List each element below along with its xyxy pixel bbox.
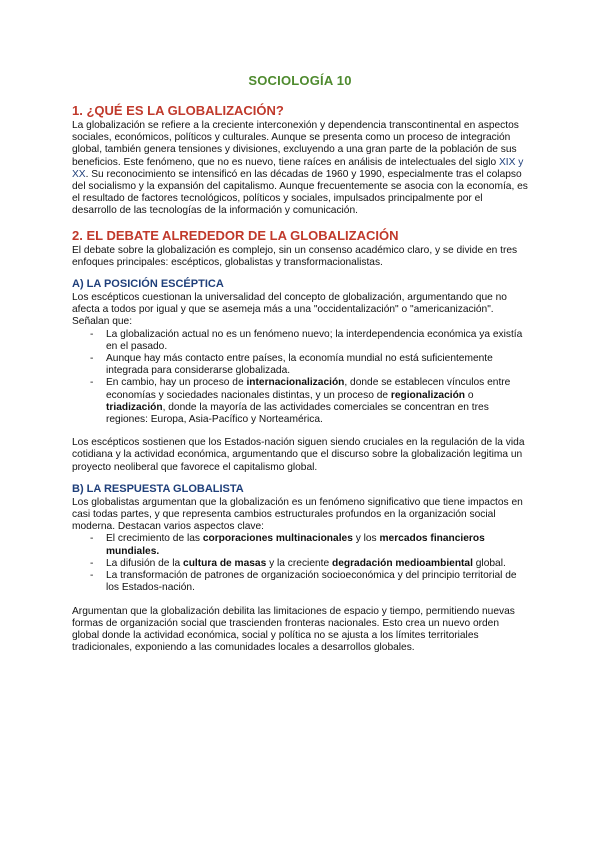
list-item [90,533,528,557]
subsection-a-heading: A) LA POSICIÓN ESCÉPTICA [72,278,224,291]
list-item [90,558,528,570]
subsection-b-closing: Argumentan que la globalización debilita las limitaciones de espacio y tiempo, permitiendo nuevas formas de organización social que trascienden fronteras nacionales. Esto crea un nuevo orden global donde la actividad económica, social y política no se ajusta a los límites territoriales tradicionales, exponiendo a las comunidades locales a desarrollos globales. [72,605,515,654]
text: , donde la mayoría de las actividades comerciales se concentran en tres regiones: Europa, Asia-Pacífico y Norteamérica. [106,401,489,426]
list-item: - La transformación de patrones de organización socioeconómica y del principio territorial de los Estados-nación. [90,570,528,594]
term-triadizacion: triadización [106,401,163,413]
list-item [90,377,528,426]
section-2-heading: 2. EL DEBATE ALREDEDOR DE LA GLOBALIZACIÓN [72,227,399,243]
subsection-b-heading: B) LA RESPUESTA GLOBALISTA [72,482,244,495]
term-internacionalizacion: internacionalización [246,377,345,389]
text: y la creciente [266,557,332,569]
s1-text-a: La globalización se refiere a la creciente interconexión y dependencia transcontinental en aspectos sociales, económicos, políticos y culturales. Aunque se presenta como un proceso de integración global, también genera tensiones y divisiones, excluyendo a una gran parte de la población de sus beneficios. Este fenómeno, que no es nuevo, tiene raíces en análisis de intelectuales del siglo [72,120,519,168]
section-2-intro: El debate sobre la globalización es complejo, sin un consenso académico claro, y se divide en tres enfoques principales: escépticos, globalistas y transformacionalistas. [72,244,518,268]
text: y los [352,533,380,545]
spacer [72,595,528,606]
term-regionalizacion: regionalización [390,389,466,401]
term-degradacion: degradación medioambiental [331,557,473,569]
text: global. [472,557,506,569]
subsection-b-intro: Los globalistas argumentan que la globalización es un fenómeno significativo que tiene impactos en casi todas partes, y que representa cambios estructurales profundos en la organización social moderna. Destacan varios aspectos clave: [72,496,523,533]
text: , donde se establecen vínculos entre economías y sociedades nacionales distintas, y un proceso de [106,377,511,401]
globalist-points-list [72,533,528,594]
subsection-a-intro: Los escépticos cuestionan la universalidad del concepto de globalización, argumentando que no afecta a todos por igual y que se asemeja más a una "occidentalización" o "americanización". Señalan que: [72,292,507,328]
section-1-paragraph [72,120,528,218]
section-1-heading: 1. ¿QUÉ ES LA GLOBALIZACIÓN? [72,103,284,118]
skeptic-points-list [72,329,528,427]
text: o [465,389,474,401]
term-mercados: mercados financieros mundiales. [106,533,485,557]
list-item: - Aunque hay más contacto entre países, la economía mundial no está suficientemente integrada para considerarse globalizada. [90,353,528,377]
s1-centuries: XIX y XX [72,156,524,180]
text: El crecimiento de las [106,533,203,545]
list-item: - La globalización actual no es un fenómeno nuevo; la interdependencia económica ya existía en el pasado. [90,329,528,353]
text: La difusión de la [106,557,184,569]
term-corporaciones: corporaciones multinacionales [202,533,353,545]
term-cultura-de-masas: cultura de masas [183,557,267,569]
s1-text-b: . Su reconocimiento se intensificó en las décadas de 1960 y 1990, especialmente tras el colapso del socialismo y la expansión del capitalismo. Aunque frecuentemente se asocia con la economía, es el resultado de factores tecnológicos, políticos y sociales, impulsados principalmente por el desarrollo de las tecnologías de la información y comunicación. [72,168,528,217]
subsection-a-closing: Los escépticos sostienen que los Estados-nación siguen siendo cruciales en la regulación de la vida cotidiana y la actividad económica, argumentando que el discurso sobre la globalización legitima un proyecto neoliberal que favorece el capitalismo global. [72,437,525,473]
text: En cambio, hay un proceso de [106,377,247,389]
document-title: SOCIOLOGÍA 10 [248,73,352,88]
spacer [72,426,528,437]
